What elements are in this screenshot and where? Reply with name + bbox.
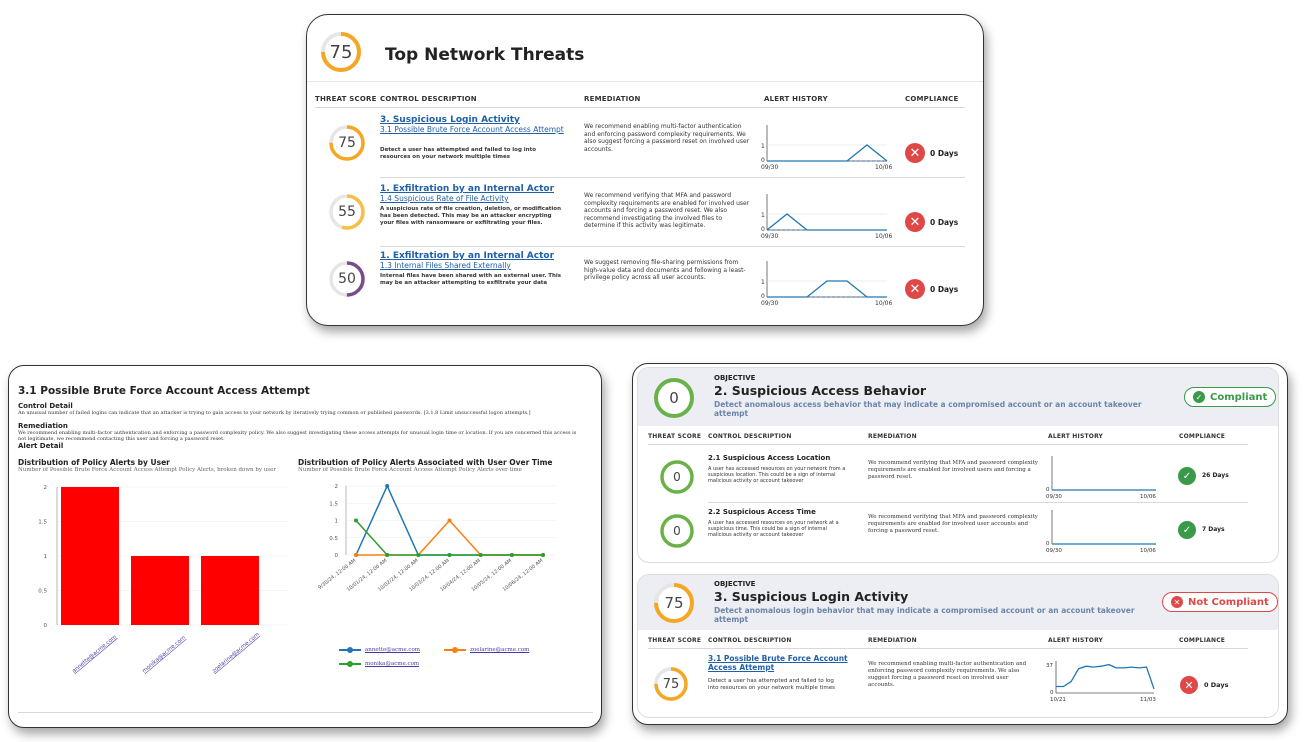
- obj1-row-days: 26 Days: [1202, 472, 1229, 479]
- line-x-tick: 10/05/24, 12:00 AM: [470, 557, 514, 593]
- line-x-tick: 9/30/24, 12:00 AM: [317, 557, 358, 592]
- obj1-col-rem: REMEDIATION: [868, 433, 917, 440]
- objective1-score: 0: [669, 389, 679, 407]
- row-alert-history: [759, 192, 909, 242]
- row-days: 0 Days: [930, 149, 959, 158]
- bar-y-tick: 1: [43, 554, 47, 560]
- row-days: 0 Days: [930, 285, 959, 294]
- series-point: [416, 553, 420, 557]
- obj1-row-days: 7 Days: [1202, 526, 1225, 533]
- obj2-row-remediation: We recommend enabling multi-factor authentication and enforcing password complexity requirements. We also suggest forcing a password reset on involved user accounts.: [868, 661, 1027, 688]
- legend-item[interactable]: [339, 647, 420, 653]
- spark-y-bottom: 0: [761, 293, 765, 300]
- spark-x-end: 10/06: [875, 233, 893, 240]
- line-chart-title: Distribution of Policy Alerts Associated with User Over Time: [298, 458, 553, 467]
- spark-y-bottom: 0: [761, 157, 765, 164]
- obj1-row-alert-history: [1044, 454, 1159, 502]
- spark-y-bottom: 0: [1046, 487, 1050, 493]
- row-score-value: 75: [338, 135, 356, 151]
- obj2-row-desc: Detect a user has attempted and failed to log into resources on your network multiple times: [708, 678, 835, 691]
- legend-swatch: [339, 649, 361, 651]
- col-header-alert: ALERT HISTORY: [764, 95, 828, 103]
- obj1-row-score: 0: [673, 524, 681, 538]
- line-x-tick: 10/02/24, 12:00 AM: [376, 557, 420, 593]
- x-icon: ✕: [1171, 596, 1183, 608]
- objective1-subtitle: Detect anomalous access behavior that may indicate a compromised account or an account takeover attempt: [714, 400, 1142, 418]
- line-y-tick: 0.5: [329, 535, 338, 542]
- not-compliant-badge: [1162, 592, 1278, 612]
- series-point: [354, 553, 358, 557]
- line-x-tick: 10/04/24, 12:00 AM: [439, 557, 482, 593]
- col-header-desc: CONTROL DESCRIPTION: [380, 95, 477, 103]
- obj2-row-days: 0 Days: [1204, 681, 1229, 689]
- series-point: [354, 519, 358, 523]
- spark-x-end: 10/06: [875, 164, 893, 171]
- check-icon: ✓: [1193, 391, 1205, 403]
- compliant-check-icon: ✓: [1178, 467, 1196, 485]
- spark-x-end: 10/06: [1140, 548, 1156, 554]
- control-detail-label: Control Detail: [18, 402, 73, 410]
- detail-title: 3.1 Possible Brute Force Account Access Attempt: [18, 385, 310, 397]
- series-point: [541, 553, 545, 557]
- obj2-row-score: 75: [662, 676, 680, 692]
- row-objective-link[interactable]: 1. Exfiltration by an Internal Actor: [380, 251, 555, 261]
- spark-line: [767, 214, 887, 230]
- spark-y-top: 1: [761, 212, 765, 219]
- remediation-text: We recommend enabling multi-factor authentication and enforcing a password complexity policy. We also suggest investigating these access attempts for unusual login time or location. If you are concerned this access is not legitimate, we recommend contacting this user and forcing a password reset.: [18, 430, 577, 442]
- spark-y-top: 37: [1046, 663, 1053, 669]
- row-score-value: 55: [338, 204, 356, 220]
- line-y-tick: 0: [334, 553, 338, 559]
- bar-y-tick: 0.5: [38, 588, 47, 595]
- objective-suspicious-login: [637, 574, 1279, 718]
- line-x-tick: 10/03/24, 12:00 AM: [408, 557, 451, 593]
- spark-y-bottom: 0: [1046, 541, 1050, 547]
- spark-x-start: 09/30: [1046, 494, 1062, 500]
- spark-x-start: 09/30: [1046, 548, 1062, 554]
- line-chart-legend: [339, 647, 579, 677]
- obj1-col-score: THREAT SCORE: [648, 433, 702, 440]
- spark-line: [767, 145, 887, 161]
- bar-y-tick: 1.5: [38, 519, 47, 526]
- obj1-row-remediation: We recommend verifying that MFA and password complexity requirements are enabled for involved user accounts and forcing a password reset.: [868, 514, 1038, 534]
- row-description: Internal files have been shared with an external user. This may be an attacker attempting to exfiltrate your data: [380, 273, 562, 286]
- spark-x-start: 09/30: [761, 233, 779, 240]
- obj2-col-desc: CONTROL DESCRIPTION: [708, 637, 792, 644]
- obj2-col-alert: ALERT HISTORY: [1048, 637, 1104, 644]
- brute-force-detail-card: [8, 365, 602, 728]
- row-alert-history: [759, 123, 909, 173]
- series-point: [448, 519, 452, 523]
- line-y-tick: 2: [334, 484, 338, 490]
- obj1-row-score-ring: [658, 512, 696, 550]
- col-header-comp: COMPLIANCE: [905, 95, 959, 103]
- legend-label: annette@acme.com: [365, 647, 420, 653]
- spark-y-top: 1: [761, 143, 765, 150]
- row-remediation: We suggest removing file-sharing permissions from high-value data and documents and following a least-privilege policy across all user accounts.: [584, 259, 746, 281]
- obj2-row-score-ring: [652, 665, 690, 703]
- objective1-score-ring: [652, 376, 696, 420]
- obj1-row-score: 0: [673, 470, 681, 484]
- compliant-text: Compliant: [1210, 391, 1268, 403]
- row-control-link[interactable]: 1.4 Suspicious Rate of File Activity: [380, 194, 509, 203]
- objective2-score-ring: [652, 581, 696, 625]
- line-x-tick: 10/06/24, 12:00 AM: [501, 557, 545, 593]
- top-network-threats-card: [306, 14, 984, 326]
- bar-x-label: monika@acme.com: [141, 635, 187, 675]
- obj1-row-title: 2.2 Suspicious Access Time: [708, 508, 816, 516]
- noncompliant-icon: ✕: [905, 212, 925, 232]
- line-y-tick: 1.5: [329, 501, 338, 508]
- bar-y-tick: 2: [43, 485, 47, 491]
- series-point: [448, 553, 452, 557]
- spark-line: [1056, 665, 1154, 689]
- noncompliant-icon: ✕: [905, 143, 925, 163]
- objective1-title: 2. Suspicious Access Behavior: [714, 383, 927, 398]
- obj1-row-title: 2.1 Suspicious Access Location: [708, 454, 831, 462]
- spark-x-end: 10/06: [875, 300, 893, 307]
- control-detail-text: An unusual number of failed logins can indicate that an attacker is trying to gain access to your network by iteratively trying common or published passwords. [3.1.8 Limit unsuccessful logon attempts.]: [18, 410, 531, 416]
- row-objective-link[interactable]: 1. Exfiltration by an Internal Actor: [380, 184, 555, 194]
- row-score-value: 50: [338, 271, 356, 287]
- row-description: Detect a user has attempted and failed to log into resources on your network multiple times: [380, 147, 537, 160]
- obj2-col-comp: COMPLIANCE: [1179, 637, 1226, 644]
- objective2-title: 3. Suspicious Login Activity: [714, 589, 909, 604]
- row-score-ring: [327, 192, 367, 232]
- overall-score-ring: [319, 30, 363, 74]
- spark-x-start: 09/30: [761, 164, 779, 171]
- row-alert-history: [759, 259, 909, 309]
- row-control-link[interactable]: 1.3 Internal Files Shared Externally: [380, 261, 511, 270]
- compliant-badge: [1184, 387, 1276, 407]
- overall-score-value: 75: [329, 41, 353, 63]
- bar: [61, 487, 119, 625]
- spark-y-bottom: 0: [1050, 690, 1054, 696]
- compliant-check-icon: ✓: [1178, 521, 1196, 539]
- bar-chart: [19, 478, 289, 688]
- row-description: A suspicious rate of file creation, deletion, or modification has been detected. This may be an attacker encrypting your files with ransomware or exfiltrating your files.: [380, 206, 561, 226]
- obj1-row-desc: A user has accessed resources on your network from a suspicious location. This could be a sign of internal malicious activity or account takeover: [708, 466, 846, 484]
- noncompliant-icon: ✕: [905, 279, 925, 299]
- obj2-row-alert-history: [1046, 659, 1158, 703]
- spark-x-end: 10/06: [1140, 494, 1156, 500]
- row-objective-link[interactable]: 3. Suspicious Login Activity: [380, 115, 520, 125]
- row-control-link[interactable]: 3.1 Possible Brute Force Account Access Attempt: [380, 125, 564, 134]
- series-point: [510, 553, 514, 557]
- line-x-tick: 10/01/24, 12:00 AM: [345, 557, 389, 593]
- line-chart-subtitle: Number of Possible Brute Force Account Access Attempt Policy Alerts over time: [298, 467, 522, 473]
- obj1-col-alert: ALERT HISTORY: [1048, 433, 1104, 440]
- row-remediation: We recommend verifying that MFA and password complexity requirements are enabled for involved user accounts and forcing a password reset. We also recommend investigating the involved files to determine if this activity was legitimate.: [584, 192, 750, 229]
- spark-line: [767, 281, 887, 297]
- remediation-label: Remediation: [18, 422, 68, 430]
- alert-detail-label: Alert Detail: [18, 442, 64, 450]
- obj2-col-rem: REMEDIATION: [868, 637, 917, 644]
- objective1-label: OBJECTIVE: [714, 374, 756, 382]
- legend-label: zoelarine@acme.com: [470, 647, 530, 653]
- bar-chart-title: Distribution of Policy Alerts by User: [18, 458, 170, 467]
- spark-x-start: 10/21: [1050, 697, 1066, 703]
- row-score-ring: [327, 259, 367, 299]
- spark-x-start: 09/30: [761, 300, 779, 307]
- page-title: Top Network Threats: [385, 45, 585, 65]
- series-point: [479, 553, 483, 557]
- obj1-col-desc: CONTROL DESCRIPTION: [708, 433, 792, 440]
- row-remediation: We recommend enabling multi-factor authentication and enforcing password complexity requirements. We also suggest forcing a password reset on involved user accounts.: [584, 123, 750, 153]
- obj1-row-desc: A user has accessed resources on your network at a suspicious time. This could be a sign of internal malicious activity or account takeover: [708, 520, 839, 538]
- bar-chart-subtitle: Number of Possible Brute Force Account Access Attempt Policy Alerts, broken down by user: [18, 467, 276, 473]
- legend-item[interactable]: [444, 647, 529, 653]
- bar: [131, 556, 189, 625]
- legend-item[interactable]: [339, 661, 419, 667]
- obj1-row-alert-history: [1044, 508, 1159, 556]
- obj2-row-noncompliant-icon: ✕: [1180, 676, 1198, 694]
- series-point: [385, 553, 389, 557]
- legend-swatch: [444, 649, 466, 651]
- bar: [201, 556, 259, 625]
- bar-y-tick: 0: [43, 623, 47, 629]
- bar-x-label: annette@acme.com: [71, 634, 118, 675]
- col-header-score: THREAT SCORE: [315, 95, 377, 103]
- obj1-row-score-ring: [658, 458, 696, 496]
- obj2-col-score: THREAT SCORE: [648, 637, 702, 644]
- legend-label: monika@acme.com: [365, 661, 420, 667]
- line-y-tick: 1: [334, 518, 338, 525]
- objective2-subtitle: Detect anomalous login behavior that may indicate a compromised account or an account takeover attempt: [714, 606, 1135, 624]
- spark-y-top: 1: [761, 279, 765, 286]
- row-score-ring: [327, 123, 367, 163]
- col-header-rem: REMEDIATION: [584, 95, 641, 103]
- bar-x-label: zoelarine@acme.com: [211, 631, 261, 675]
- obj1-row-remediation: We recommend verifying that MFA and password complexity requirements are enabled for involved users and forcing a password reset.: [868, 460, 1038, 480]
- spark-x-end: 11/03: [1140, 697, 1156, 703]
- obj2-row-link[interactable]: 3.1 Possible Brute Force Account Access Attempt: [708, 654, 848, 672]
- objective2-score: 75: [664, 594, 684, 612]
- objectives-card: [632, 363, 1288, 725]
- legend-swatch: [339, 663, 361, 665]
- objective-suspicious-access: [637, 367, 1279, 563]
- obj1-col-comp: COMPLIANCE: [1179, 433, 1226, 440]
- row-days: 0 Days: [930, 218, 959, 227]
- objective2-label: OBJECTIVE: [714, 580, 756, 588]
- not-compliant-text: Not Compliant: [1188, 596, 1269, 608]
- series-point: [385, 484, 389, 488]
- spark-y-bottom: 0: [761, 226, 765, 233]
